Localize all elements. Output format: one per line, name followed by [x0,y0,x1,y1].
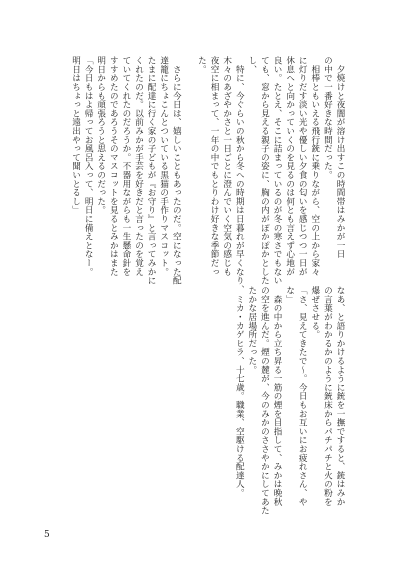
text-column: 爆ぜさせる。 [309,286,320,339]
text-column: くれたのだ。以前みかが手芸を好きだと言ったのを覚え [133,56,144,276]
text-column: 明日はちょっと遠出やって聞いとるし」 [70,56,81,215]
text-column: 「今日もはよ帰ってお風呂入って、明日に備えとなー。 [83,56,94,276]
text-column: 木々のあざやかさと一日ごとに澄んでいく空気の感じも [221,56,232,276]
text-column: たまに配達に行く家の子どもが『お守り』と言ってみかに [146,56,157,285]
text-column: 森の中から立ち昇る一筋の煙を目指して、みかは晩秋 [272,286,283,506]
text-column: ても、窓から見える親子の姿に、胸の内がぽかぽかとした [259,56,270,285]
text-column: 相棒ともいえる飛行銃に乗りながら、空の上から家々 [309,56,320,276]
text-column: 達籠にちょこんとついている黒猫の手作りマスコット。 [158,56,169,276]
text-column: し、 [246,56,257,74]
text-column: ていてくれたのだろうか。不器用ながらも一生懸命針を [120,56,131,276]
main-text-block [46,56,346,296]
text-column: の中で一番好きな時間だった。 [322,56,333,180]
text-column: 夜空に相まって、一年の中でもとりわけ好きな季節だっ [209,56,220,276]
text-column: たかな居場所だった。 [246,286,257,374]
text-column: すすめたのであろうそのマスコットを見るとみかはまた [108,56,119,276]
text-column: の言葉がわかるかのように銃床からパチパチと火の粉を [322,286,333,506]
text-column: ミカ・カゲヒラ、十七歳。職業、空駆ける配達人。 [234,286,245,498]
text-column: 特に、今ぐらいの秋から冬への時期は日暮れが早くなり、 [234,56,245,294]
text-column: 良い。たとえ、そこに詰まっているのが冬の寒さでもない [272,56,283,285]
lower-text-block [216,286,346,526]
text-column [182,56,195,296]
text-column: なあ、と語りかけるように銃を一撫ですると、銃はみか [335,286,345,506]
text-column: さらに今日は、嬉しいこともあったのだ。空になった配 [171,56,182,285]
text-column: の空を進んだ。煙の麓が、今のみかのささやかにしてあた [259,286,270,515]
text-column: 「さ、見えてきたで〜。今日もお互いにお疲れさん、や [297,286,308,506]
page-number: 5 [44,530,50,540]
text-column: な」 [284,286,295,304]
text-column: 休息へと向かっていくのを見るのは何とも言えず心地が [284,56,295,276]
text-column: た。 [196,56,207,74]
text-column: 夕焼けと夜闇が溶け出すこの時間帯はみかが一日 [335,56,345,259]
text-column: 明日からも頑張ろうと思えるのだった。 [95,56,106,215]
text-column: に灯りだす淡い光や優しい夕食の匂いを感じつつ一日が [297,56,308,276]
